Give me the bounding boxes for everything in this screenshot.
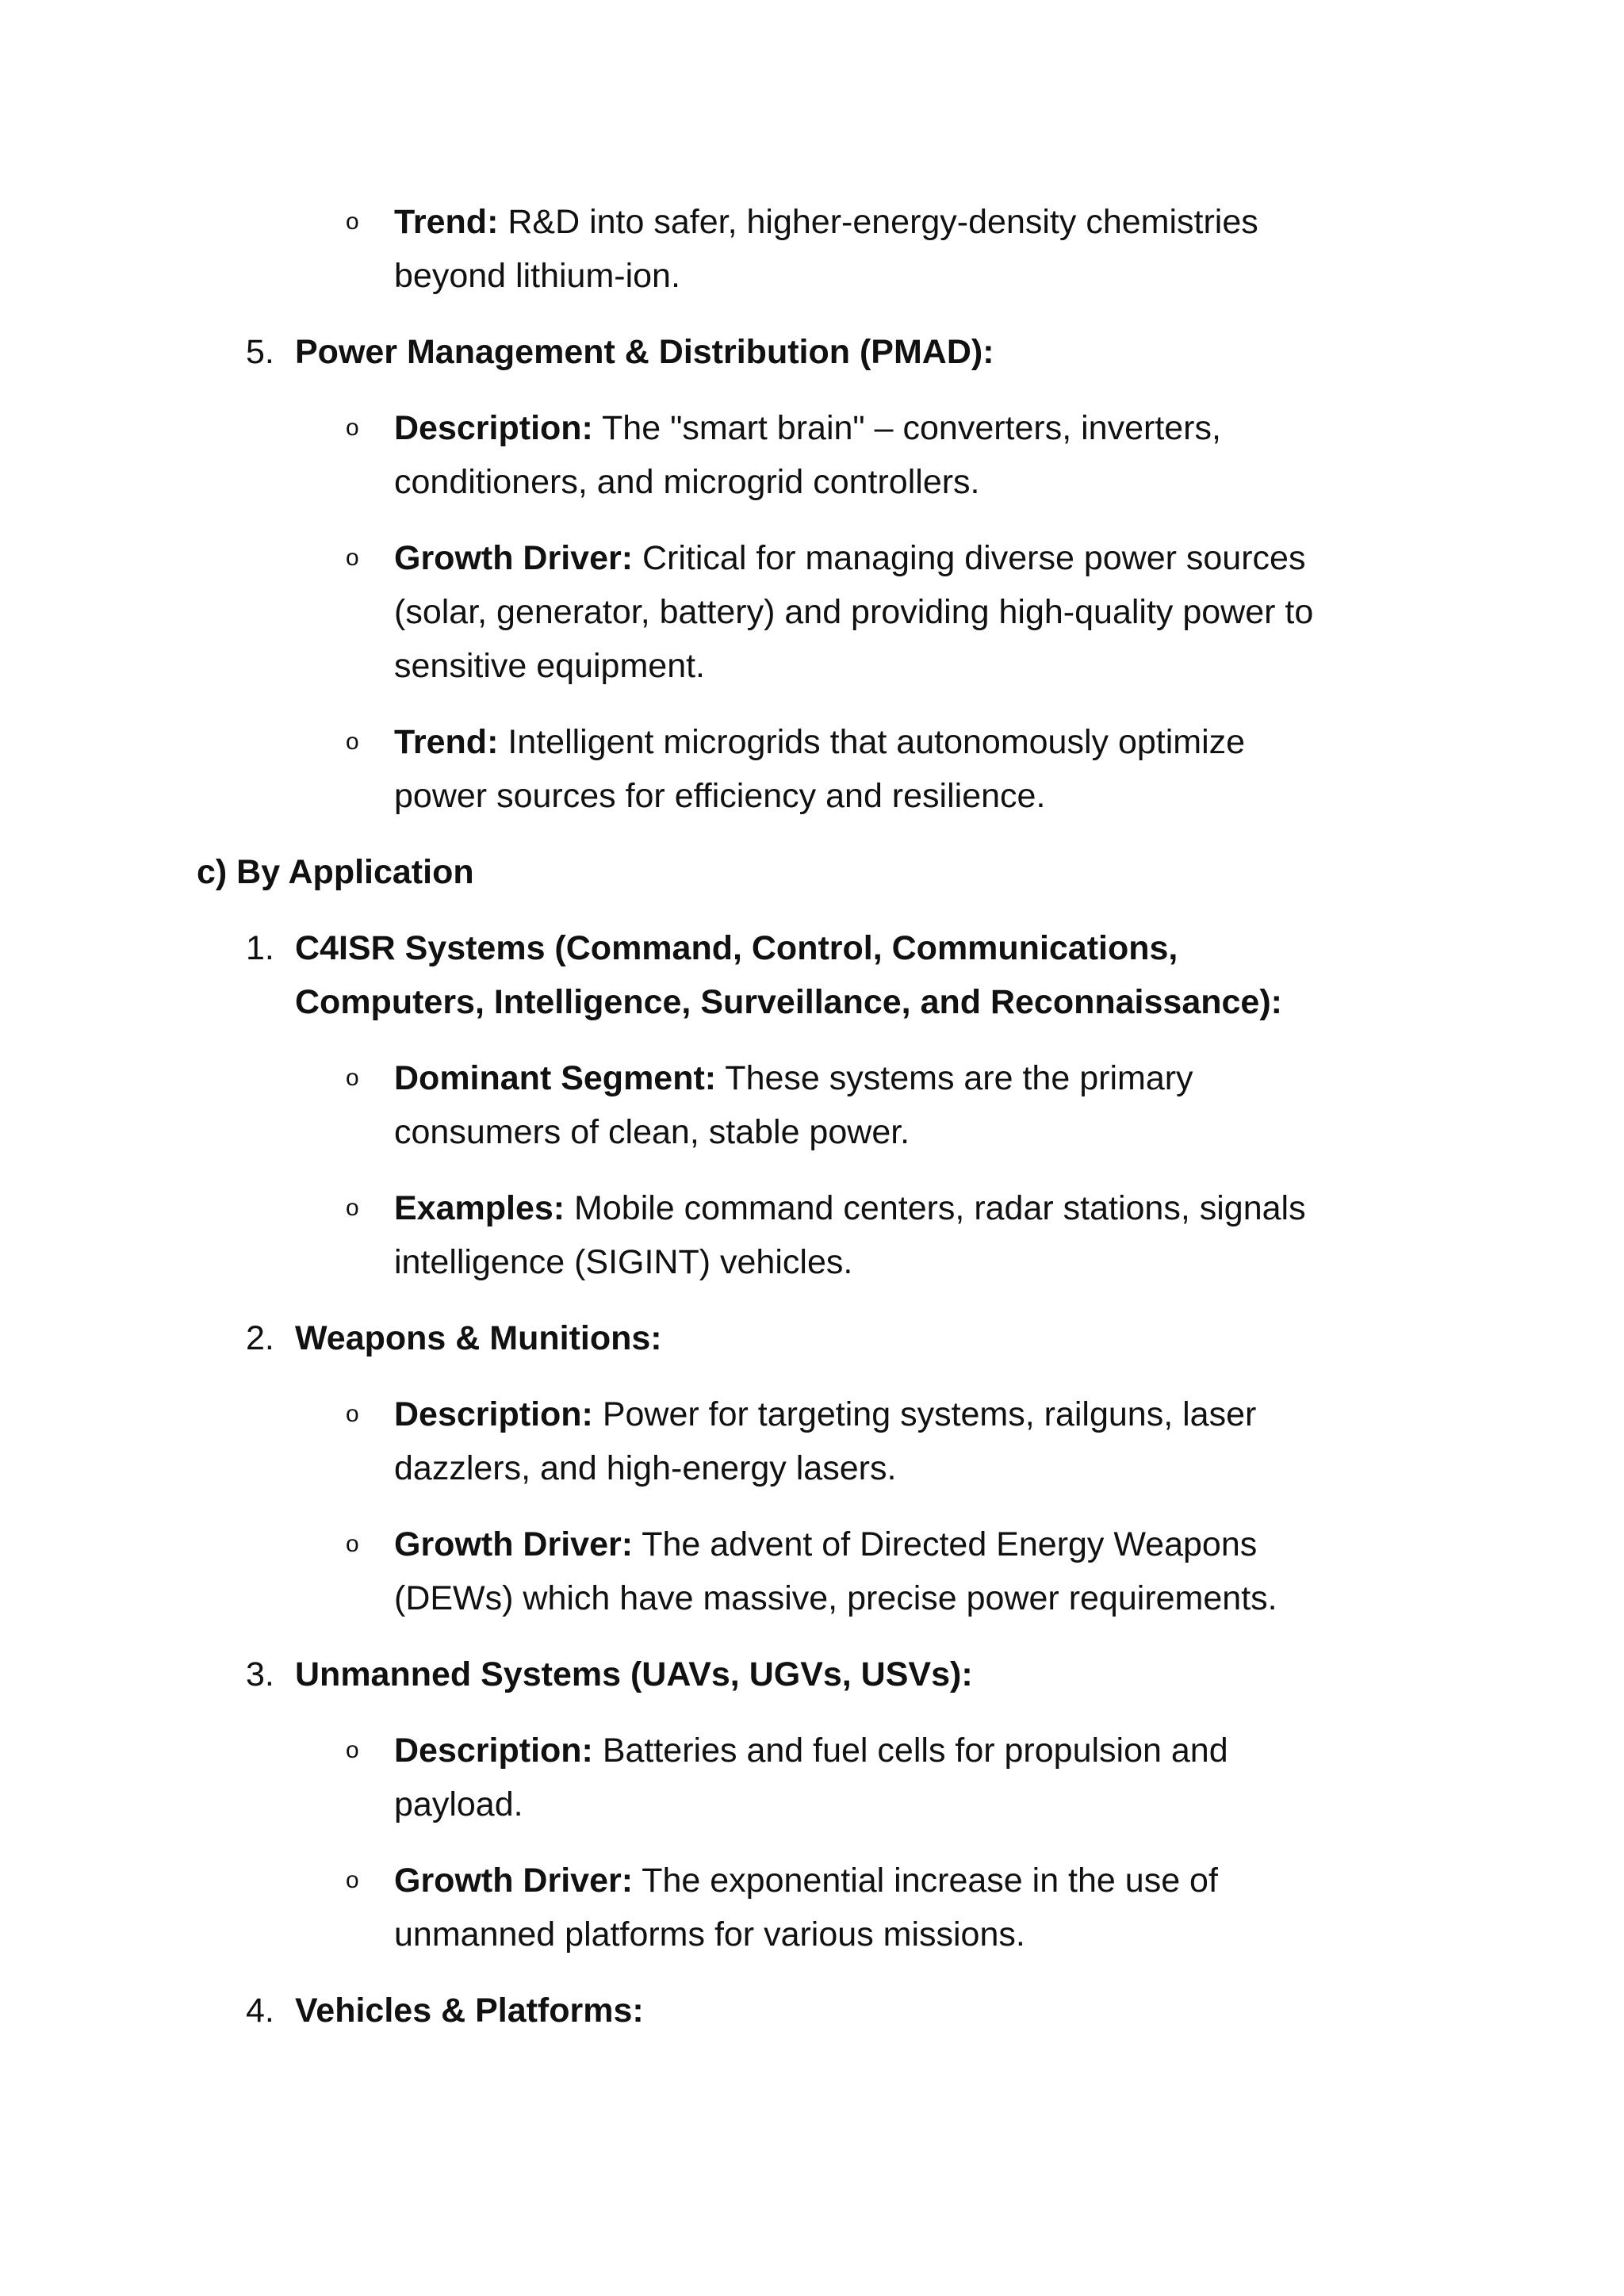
item-vehicles-title: Vehicles & Platforms: (295, 1992, 644, 2030)
bullet-pmad-growth: Growth Driver: Critical for managing diverse power sources (394, 539, 1306, 577)
bullet-marker: o (346, 545, 359, 571)
list-number: 4. (246, 1992, 274, 2030)
bullet-c4isr-dominant: Dominant Segment: These systems are the primary (394, 1059, 1193, 1097)
bullet-weapons-description: Description: Power for targeting systems, railguns, laser (394, 1395, 1257, 1433)
item-c4isr-title-cont: Computers, Intelligence, Surveillance, and Reconnaissance): (295, 983, 1282, 1021)
list-number: 3. (246, 1655, 274, 1693)
bullet-weapons-growth: Growth Driver: The advent of Directed Energy Weapons (394, 1525, 1258, 1563)
bullet-trend-batteries: Trend: R&D into safer, higher-energy-density chemistries (394, 203, 1258, 241)
bullet-weapons-growth-cont: (DEWs) which have massive, precise power requirements. (394, 1579, 1277, 1617)
list-number: 5. (246, 333, 274, 371)
bullet-marker: o (346, 1401, 359, 1427)
bullet-c4isr-dominant-cont: consumers of clean, stable power. (394, 1113, 910, 1151)
item-c4isr-title: C4ISR Systems (Command, Control, Communications, (295, 929, 1178, 967)
bullet-trend-batteries-cont: beyond lithium-ion. (394, 257, 680, 295)
bullet-c4isr-examples: Examples: Mobile command centers, radar stations, signals (394, 1189, 1306, 1227)
list-number: 1. (246, 929, 274, 967)
section-heading: c) By Application (197, 853, 474, 891)
bullet-unmanned-description-cont: payload. (394, 1785, 523, 1823)
bullet-pmad-growth-cont: (solar, generator, battery) and providing high-quality power to (394, 593, 1314, 631)
bullet-marker: o (346, 729, 359, 755)
bullet-pmad-trend: Trend: Intelligent microgrids that autonomously optimize (394, 723, 1246, 761)
bullet-unmanned-growth: Growth Driver: The exponential increase in the use of (394, 1862, 1218, 1900)
bullet-pmad-description: Description: The "smart brain" – converters, inverters, (394, 409, 1221, 447)
item-weapons-title: Weapons & Munitions: (295, 1319, 662, 1357)
bullet-marker: o (346, 1737, 359, 1763)
list-number: 2. (246, 1319, 274, 1357)
bullet-pmad-description-cont: conditioners, and microgrid controllers. (394, 463, 980, 501)
bullet-pmad-trend-cont: power sources for efficiency and resilience. (394, 777, 1046, 815)
bullet-c4isr-examples-cont: intelligence (SIGINT) vehicles. (394, 1243, 853, 1281)
bullet-pmad-growth-cont2: sensitive equipment. (394, 647, 705, 685)
bullet-marker: o (346, 1195, 359, 1221)
bullet-marker: o (346, 1867, 359, 1893)
bullet-unmanned-description: Description: Batteries and fuel cells for propulsion and (394, 1732, 1228, 1770)
bullet-marker: o (346, 1065, 359, 1091)
bullet-marker: o (346, 415, 359, 441)
bullet-marker: o (346, 209, 359, 235)
item-pmad-title: Power Management & Distribution (PMAD): (295, 333, 994, 371)
item-unmanned-title: Unmanned Systems (UAVs, UGVs, USVs): (295, 1655, 973, 1693)
bullet-marker: o (346, 1531, 359, 1557)
bullet-unmanned-growth-cont: unmanned platforms for various missions. (394, 1915, 1025, 1954)
bullet-weapons-description-cont: dazzlers, and high-energy lasers. (394, 1449, 897, 1487)
